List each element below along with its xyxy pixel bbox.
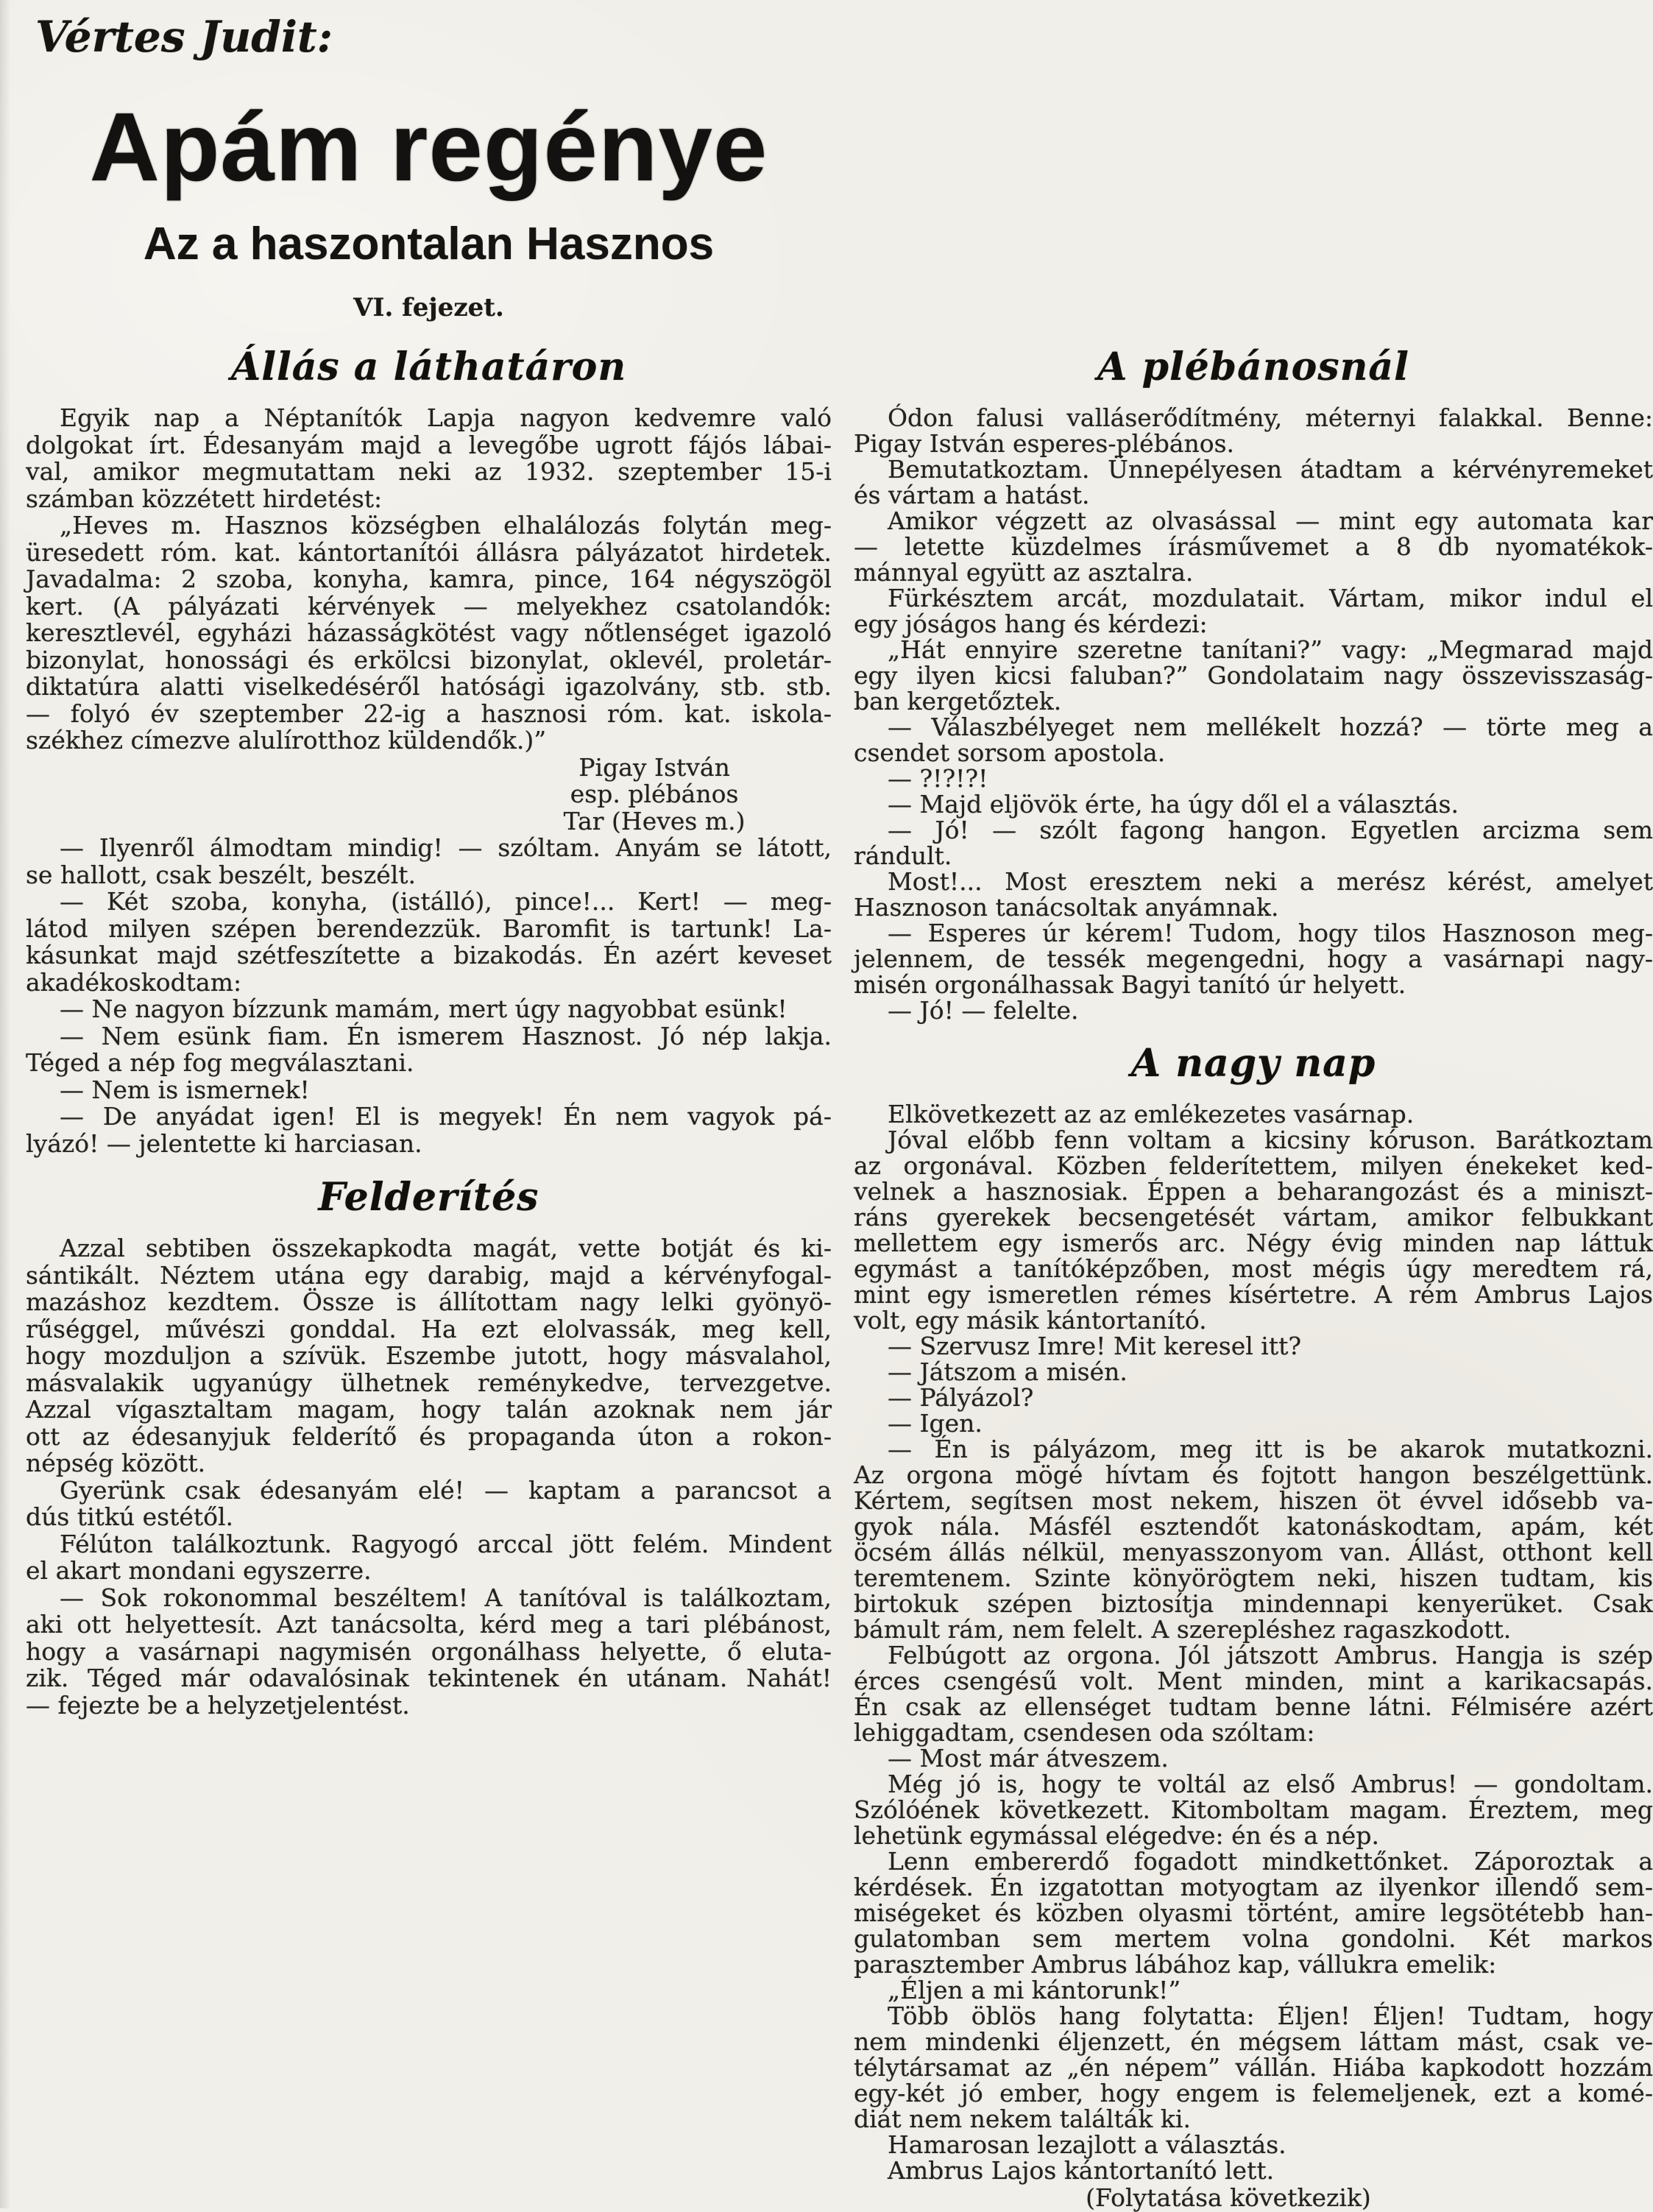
text-line: ráns gyerekek becsengetését vártam, amikor felbukkant — [854, 1203, 1653, 1232]
text-line: lyázó! — jelentette ki harciasan. — [26, 1128, 422, 1158]
text-line: — Én is pályázom, meg itt is be akarok mutatkozni. — [888, 1435, 1653, 1463]
paragraph — [854, 508, 1653, 585]
paragraph — [854, 1436, 1653, 1642]
text-line: másvalakik ugyanúgy ülhetnek reménykedve, tervezgetve. — [26, 1368, 832, 1397]
text-line: Kértem, segítsen most nekem, hiszen öt évvel idősebb va- — [854, 1486, 1653, 1515]
text-line: mánnyal együtt az asztalra. — [854, 558, 1194, 587]
text-line: kérdések. Én izgatottan motyogtam az ilyenkor illendő sem- — [854, 1873, 1653, 1901]
paragraph — [854, 920, 1653, 997]
chapter-label: VI. fejezet. — [353, 293, 504, 322]
text-line: az orgonával. Közben felderítettem, milyen énekeket ked- — [854, 1151, 1653, 1180]
text-line: egy-két jó ember, hogy engem is felemeljenek, ezt a komé- — [854, 2079, 1653, 2107]
paragraph — [854, 405, 1653, 456]
text-line: mellettem egy ismerős arc. Négy évig minden nap láttuk — [854, 1229, 1653, 1257]
text-line: üresedett róm. kat. kántortanítói állásra pályázatot hirdetek. — [26, 537, 832, 567]
text-line: keresztlevél, egyházi házasságkötést vagy nőtlenséget igazoló — [26, 618, 832, 647]
text-line: parasztember Ambrus lábához kap, vállukra emelik: — [854, 1950, 1497, 1979]
text-line: télytársamat az „én népem” vállán. Hiába kapkodott hozzám — [854, 2053, 1653, 2082]
paragraph — [854, 2003, 1653, 2132]
text-line: érces csengésű volt. Ment minden, mint a karikacsapás. — [854, 1667, 1653, 1695]
text-line: volt, egy másik kántortanító. — [854, 1306, 1207, 1335]
paragraph — [26, 1103, 832, 1157]
paragraph — [26, 1235, 832, 1477]
text-line: „Éljen a mi kántorunk!” — [888, 1976, 1181, 2004]
text-line: mint egy ismeretlen rémes kísértetre. A rém Ambrus Lajos — [854, 1280, 1653, 1309]
author-byline: Vértes Judit: — [35, 12, 333, 62]
paragraph — [854, 1642, 1653, 1745]
text-line: bámult rám, nem felelt. A szerepléshez ragaszkodott. — [854, 1615, 1512, 1644]
text-line: Az orgona mögé hívtam és fojtott hangon beszélgettünk. — [854, 1460, 1653, 1489]
text-line: (Folytatása következik) — [1086, 2183, 1371, 2212]
text-line: sántikált. Néztem utána egy darabig, majd a kérvényfogal- — [26, 1260, 832, 1290]
text-line: — ?!?!?! — [888, 764, 988, 793]
text-line: egymást a tanítóképzőben, most mégis úgy meredtem rá, — [854, 1254, 1653, 1283]
text-line: — Jó! — felelte. — [888, 996, 1079, 1025]
text-line: rűséggel, művészi gonddal. Ha ezt elolvassák, meg kell, — [26, 1314, 832, 1343]
text-line: — fejezte be a helyzetjelentést. — [26, 1690, 410, 1720]
paragraph — [854, 1771, 1653, 1848]
text-line: zik. Téged már odavalósinak tekintenek én utánam. Nahát! — [26, 1664, 832, 1692]
text-line: misén orgonálhassak Bagyi tanító úr helyett. — [854, 970, 1406, 999]
text-line: látod milyen szépen berendezzük. Baromfit is tartunk! La- — [26, 914, 832, 943]
text-line: se hallott, csak beszélt, beszélt. — [26, 860, 417, 889]
text-line: Javadalma: 2 szoba, konyha, kamra, pince, 164 négyszögöl — [26, 565, 832, 593]
text-line: — Válaszbélyeget nem mellékelt hozzá? — törte meg a — [888, 713, 1653, 741]
text-line: velnek a hasznosiak. Éppen a beharangozást és a miniszt- — [854, 1177, 1653, 1206]
text-line: — letette küzdelmes írásművemet a 8 db nyomatékok- — [854, 532, 1653, 561]
text-line: — folyó év szeptember 22-ig a hasznosi róm. kat. iskola- — [26, 699, 832, 728]
paragraph — [854, 1127, 1653, 1333]
text-line: — Igen. — [888, 1409, 983, 1438]
text-line: hogy a vasárnapi nagymisén orgonálhass helyette, ő eluta- — [26, 1636, 832, 1666]
section-heading: Állás a láthatáron — [230, 344, 627, 389]
text-line: egy jóságos hang és kérdezi: — [854, 609, 1208, 638]
text-line: nem mindenki éljenzett, én mégsem láttam mást, csak ve- — [854, 2027, 1653, 2056]
text-line: Fürkésztem arcát, mozdulatait. Vártam, mikor indul el — [888, 584, 1653, 612]
text-line: népség között. — [26, 1449, 206, 1477]
paragraph — [854, 1385, 1653, 1410]
text-line: birtokuk szépen biztosítja mindennapi kenyerüket. Csak — [854, 1589, 1653, 1618]
paragraph — [26, 1023, 832, 1077]
text-line: — Ilyenről álmodtam mindig! — szóltam. Anyám se látott, — [60, 833, 832, 862]
paragraph — [854, 2132, 1653, 2158]
paragraph — [26, 996, 832, 1023]
text-line: — Esperes úr kérem! Tudom, hogy tilos Hasznoson meg- — [888, 919, 1653, 947]
paragraph — [26, 1077, 832, 1104]
paragraph — [854, 1745, 1653, 1771]
paragraph — [854, 1977, 1653, 2003]
paragraph — [26, 835, 832, 888]
text-line: kásunkat majd szétfeszítette a bizakodás. Én azért keveset — [26, 941, 832, 969]
article-title: Apám regénye — [89, 93, 768, 201]
text-line: el akart mondani egyszerre. — [26, 1556, 372, 1585]
text-line: — Pályázol? — [888, 1383, 1034, 1412]
text-line: — Szervusz Imre! Mit keresel itt? — [888, 1332, 1302, 1360]
text-line: — Jó! — szólt fagong hangon. Egyetlen arcizma sem — [888, 816, 1653, 844]
paragraph — [26, 1477, 832, 1531]
text-line: jelennem, de tessék megengedni, hogy a vasárnapi nagy- — [854, 944, 1653, 973]
text-line: „Heves m. Hasznos községben elhalálozás folytán meg- — [60, 511, 832, 540]
paragraph — [854, 585, 1653, 637]
text-line: öcsém állás nélkül, menyasszonyom van. Állást, otthont kell — [854, 1538, 1653, 1566]
text-line: dús titkú estétől. — [26, 1502, 234, 1531]
text-line: — Majd eljövök érte, ha úgy dől el a választás. — [888, 790, 1459, 819]
section-heading: A nagy nap — [1130, 1041, 1376, 1086]
paragraph — [854, 791, 1653, 817]
text-line: hogy mozduljon a szívük. Eszembe jutott, hogy másvalahol, — [26, 1341, 832, 1370]
text-line: ott az édesanyjuk felderítő és propaganda úton a rokon- — [26, 1421, 832, 1451]
text-line: „Hát ennyire szeretne tanítani?” vagy: „Megmarad majd — [888, 635, 1653, 664]
paragraph — [854, 714, 1653, 766]
continuation-note — [854, 2185, 1653, 2211]
text-line: Ambrus Lajos kántortanító lett. — [888, 2156, 1275, 2185]
text-line: — Most már átveszem. — [888, 1744, 1169, 1773]
text-line: Egyik nap a Néptanítók Lapja nagyon kedvemre való — [60, 403, 832, 432]
text-line: Én csak az ellenséget tudtam benne látni. Félmisére azért — [854, 1692, 1653, 1721]
paragraph — [854, 1848, 1653, 1977]
section-heading: A plébánosnál — [1097, 344, 1409, 389]
text-line: — Nem esünk fiam. Én ismerem Hasznost. Jó nép lakja. — [60, 1021, 832, 1050]
text-line: Ódon falusi valláserődítmény, méternyi falakkal. Benne: — [888, 403, 1653, 432]
text-line: — Nem is ismernek! — [60, 1075, 310, 1104]
right-column — [854, 346, 1653, 2211]
text-line: Felbúgott az orgona. Jól játszott Ambrus. Hangja is szép — [888, 1641, 1653, 1669]
paragraph — [26, 405, 832, 512]
paragraph — [26, 888, 832, 996]
signature-block — [493, 752, 815, 835]
text-line: csendet sorsom apostola. — [854, 738, 1166, 767]
text-line: — De anyádat igen! El is megyek! Én nem vagyok pá- — [60, 1102, 832, 1131]
paragraph — [26, 1531, 832, 1585]
text-line: val, amikor megmutattam neki az 1932. szeptember 15-i — [26, 457, 832, 486]
text-line: diktatúra alatti viselkedéséről hatósági igazolvány, stb. stb. — [26, 672, 832, 701]
text-line: Lenn embererdő fogadott mindkettőnket. Záporoztak a — [888, 1847, 1653, 1876]
text-line: teremtenem. Szinte könyörögtem neki, hiszen tudtam, kis — [854, 1563, 1653, 1592]
text-line: Azzal vígasztaltam magam, hogy talán azoknak nem jár — [26, 1395, 832, 1424]
paragraph — [854, 766, 1653, 791]
text-line: rándult. — [854, 841, 952, 870]
text-line: egy ilyen kicsi faluban?” Gondolataim nagy összevisszaság- — [854, 661, 1653, 690]
text-line: lehetünk egymással elégedve: én és a nép. — [854, 1821, 1379, 1850]
text-line: diát nem nekem találták ki. — [854, 2105, 1191, 2133]
text-line: akadékoskodtam: — [26, 967, 242, 997]
paragraph — [26, 512, 832, 755]
signature-line: Tar (Heves m.) — [563, 806, 746, 835]
text-line: lehiggadtam, csendesen oda szóltam: — [854, 1718, 1315, 1747]
text-line: székhez címezve alulírotthoz küldendők.)” — [26, 726, 547, 755]
text-line: Bemutatkoztam. Ünnepélyesen átadtam a kérvényremeket — [888, 455, 1653, 484]
text-line: Azzal sebtiben összekapkodta magát, vette botját és ki- — [60, 1234, 832, 1262]
text-line: Félúton találkoztunk. Ragyogó arccal jött felém. Mindent — [60, 1529, 832, 1558]
text-line: gulatomban sem mertem volna gondolni. Két markos — [854, 1924, 1653, 1953]
text-line: — Két szoba, konyha, (istálló), pince!... Kert! — meg- — [60, 887, 832, 916]
paragraph — [854, 1410, 1653, 1436]
text-line: Jóval előbb fenn voltam a kicsiny kóruson. Barátkoztam — [888, 1126, 1653, 1154]
signature-line: Pigay István — [578, 752, 730, 782]
text-line: és vártam a hatást. — [854, 481, 1090, 509]
text-line: számban közzétett hirdetést: — [26, 484, 383, 513]
paragraph — [854, 869, 1653, 920]
paragraph — [854, 1333, 1653, 1359]
text-line: ban kergetőztek. — [854, 687, 1062, 715]
paragraph — [854, 817, 1653, 869]
article-subtitle: Az a haszontalan Hasznos — [143, 219, 715, 269]
paragraph — [854, 1101, 1653, 1127]
article-header — [22, 13, 835, 321]
text-line: bizonylat, honossági és erkölcsi bizonylat, oklevél, proletár- — [26, 645, 832, 674]
text-line: Több öblös hang folytatta: Éljen! Éljen! Tudtam, hogy — [888, 2001, 1653, 2030]
text-line: Téged a nép fog megválasztani. — [26, 1048, 414, 1077]
paragraph — [26, 1585, 832, 1720]
text-line: — Játszom a misén. — [888, 1357, 1128, 1386]
text-line: Szólóének következett. Kitomboltam magam. Éreztem, meg — [854, 1795, 1653, 1824]
text-line: Pigay István esperes-plébános. — [854, 429, 1235, 458]
text-line: gyok nála. Másfél esztendőt katonáskodtam, apám, két — [854, 1512, 1653, 1541]
text-line: Hasznoson tanácsoltak anyámnak. — [854, 893, 1279, 922]
text-line: kert. (A pályázati kérvények — melyekhez csatolandók: — [26, 591, 832, 621]
paragraph — [854, 456, 1653, 508]
text-line: Hamarosan lezajlott a választás. — [888, 2130, 1286, 2159]
text-line: aki ott helyettesít. Azt tanácsolta, kérd meg a tari plébánost, — [26, 1610, 832, 1639]
text-line: — Sok rokonommal beszéltem! A tanítóval is találkoztam, — [60, 1583, 832, 1612]
left-column — [26, 346, 832, 1719]
text-line: — Ne nagyon bízzunk mamám, mert úgy nagyobbat esünk! — [60, 994, 787, 1023]
text-line: Gyerünk csak édesanyám elé! — kaptam a parancsot a — [60, 1475, 832, 1505]
text-line: Amikor végzett az olvasással — mint egy automata kar — [888, 506, 1653, 535]
text-line: Elkövetkezett az az emlékezetes vasárnap. — [888, 1100, 1415, 1128]
text-line: Még jó is, hogy te voltál az első Ambrus! — gondoltam. — [888, 1770, 1653, 1798]
paragraph — [854, 997, 1653, 1023]
paragraph — [854, 637, 1653, 714]
text-line: Most!... Most eresztem neki a merész kérést, amelyet — [888, 867, 1653, 896]
section-heading: Felderítés — [318, 1175, 539, 1220]
text-line: mazáshoz kezdtem. Össze is állítottam nagy lelki gyönyö- — [26, 1287, 832, 1316]
paragraph — [854, 2158, 1653, 2183]
text-line: dolgokat írt. Édesanyám majd a levegőbe ugrott fájós lábai- — [26, 430, 832, 459]
signature-line: esp. plébános — [570, 780, 739, 808]
paragraph — [854, 1359, 1653, 1385]
text-line: miségeket és közben olyasmi történt, amire legsötétebb han- — [854, 1898, 1653, 1927]
